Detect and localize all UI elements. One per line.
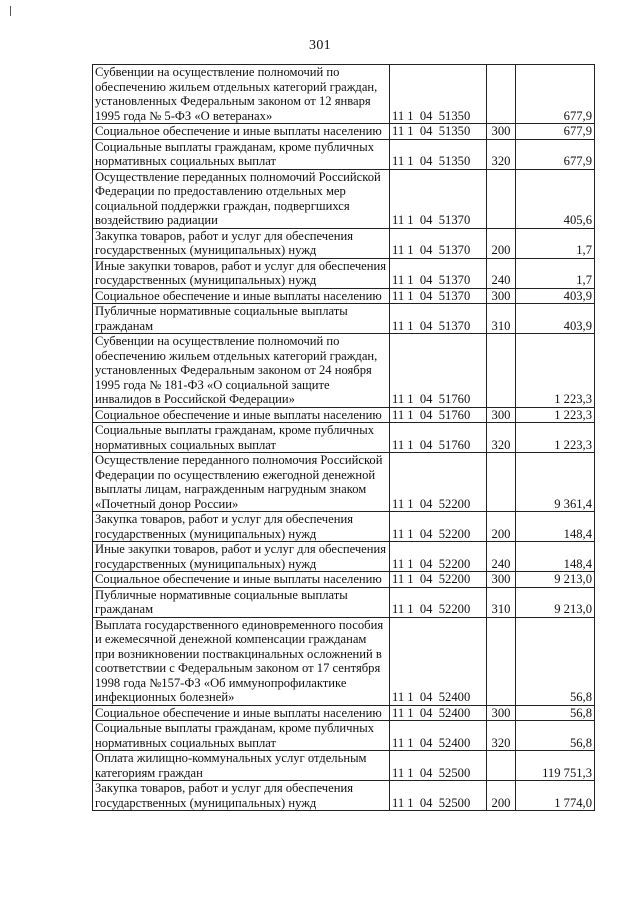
row-vr-cell: 200 <box>487 228 516 258</box>
row-code-cell: 11 1 04 52200 <box>390 512 487 542</box>
row-vr-cell: 200 <box>487 781 516 811</box>
row-name-cell: Публичные нормативные социальные выплаты гражданам <box>93 587 390 617</box>
row-name-cell: Иные закупки товаров, работ и услуг для обеспечения государственных (муниципальных) нужд <box>93 542 390 572</box>
row-code-cell: 11 1 04 51370 <box>390 304 487 334</box>
row-sum-cell: 677,9 <box>516 139 595 169</box>
budget-table-body <box>93 65 595 811</box>
row-vr-cell <box>487 453 516 512</box>
table-row <box>93 542 595 572</box>
row-vr-cell: 300 <box>487 124 516 140</box>
row-code-cell: 11 1 04 52400 <box>390 617 487 705</box>
row-sum-cell: 9 213,0 <box>516 572 595 588</box>
row-name-cell: Социальное обеспечение и иные выплаты населению <box>93 572 390 588</box>
row-code-cell: 11 1 04 52200 <box>390 453 487 512</box>
row-name-cell: Иные закупки товаров, работ и услуг для обеспечения государственных (муниципальных) нужд <box>93 258 390 288</box>
row-sum-cell: 403,9 <box>516 304 595 334</box>
table-row <box>93 139 595 169</box>
row-name-cell: Социальное обеспечение и иные выплаты населению <box>93 407 390 423</box>
table-row <box>93 751 595 781</box>
row-vr-cell <box>487 334 516 408</box>
row-sum-cell: 148,4 <box>516 512 595 542</box>
row-vr-cell: 320 <box>487 423 516 453</box>
row-code-cell: 11 1 04 51370 <box>390 258 487 288</box>
row-name-cell: Социальные выплаты гражданам, кроме публичных нормативных социальных выплат <box>93 423 390 453</box>
row-vr-cell: 320 <box>487 139 516 169</box>
row-sum-cell: 1 223,3 <box>516 334 595 408</box>
table-row <box>93 453 595 512</box>
row-name-cell: Социальное обеспечение и иные выплаты населению <box>93 288 390 304</box>
table-row <box>93 228 595 258</box>
row-name-cell: Социальные выплаты гражданам, кроме публичных нормативных социальных выплат <box>93 139 390 169</box>
row-sum-cell: 148,4 <box>516 542 595 572</box>
row-vr-cell <box>487 169 516 228</box>
row-code-cell: 11 1 04 51350 <box>390 139 487 169</box>
row-code-cell: 11 1 04 52200 <box>390 587 487 617</box>
table-row <box>93 617 595 705</box>
row-code-cell: 11 1 04 51760 <box>390 407 487 423</box>
row-vr-cell <box>487 65 516 124</box>
table-row <box>93 304 595 334</box>
budget-table <box>92 64 595 811</box>
row-vr-cell: 300 <box>487 407 516 423</box>
scan-edge-mark <box>10 6 11 16</box>
row-vr-cell: 300 <box>487 705 516 721</box>
table-row <box>93 512 595 542</box>
row-sum-cell: 1,7 <box>516 228 595 258</box>
row-name-cell: Выплата государственного единовременного пособия и ежемесячной денежной компенсации гражданам при возникновении поствакцинальных осложнений в соответствии с Федеральным законом от 17 сентября 1998 года №157-ФЗ «Об иммунопрофилактике инфекционных болезней» <box>93 617 390 705</box>
table-row <box>93 587 595 617</box>
row-vr-cell: 200 <box>487 512 516 542</box>
table-row <box>93 572 595 588</box>
row-name-cell: Субвенции на осуществление полномочий по обеспечению жильем отдельных категорий граждан, установленных Федеральным законом от 12 января 1995 года № 5-ФЗ «О ветеранах» <box>93 65 390 124</box>
row-code-cell: 11 1 04 52200 <box>390 542 487 572</box>
row-vr-cell: 320 <box>487 721 516 751</box>
row-code-cell: 11 1 04 52400 <box>390 721 487 751</box>
table-row <box>93 124 595 140</box>
table-row <box>93 288 595 304</box>
table-row <box>93 781 595 811</box>
row-name-cell: Публичные нормативные социальные выплаты гражданам <box>93 304 390 334</box>
row-code-cell: 11 1 04 51350 <box>390 124 487 140</box>
row-code-cell: 11 1 04 51370 <box>390 228 487 258</box>
row-name-cell: Социальное обеспечение и иные выплаты населению <box>93 705 390 721</box>
row-code-cell: 11 1 04 52500 <box>390 781 487 811</box>
table-row <box>93 169 595 228</box>
row-sum-cell: 677,9 <box>516 65 595 124</box>
table-row <box>93 334 595 408</box>
row-code-cell: 11 1 04 52500 <box>390 751 487 781</box>
row-name-cell: Закупка товаров, работ и услуг для обеспечения государственных (муниципальных) нужд <box>93 228 390 258</box>
row-sum-cell: 9 213,0 <box>516 587 595 617</box>
row-name-cell: Социальные выплаты гражданам, кроме публичных нормативных социальных выплат <box>93 721 390 751</box>
page-number: 301 <box>309 38 331 53</box>
row-code-cell: 11 1 04 51760 <box>390 334 487 408</box>
row-name-cell: Закупка товаров, работ и услуг для обеспечения государственных (муниципальных) нужд <box>93 781 390 811</box>
row-name-cell: Социальное обеспечение и иные выплаты населению <box>93 124 390 140</box>
row-sum-cell: 119 751,3 <box>516 751 595 781</box>
row-name-cell: Осуществление переданных полномочий Российской Федерации по предоставлению отдельных мер социальной поддержки граждан, подвергшихся воздействию радиации <box>93 169 390 228</box>
row-code-cell: 11 1 04 51350 <box>390 65 487 124</box>
table-row <box>93 721 595 751</box>
row-code-cell: 11 1 04 51760 <box>390 423 487 453</box>
row-sum-cell: 677,9 <box>516 124 595 140</box>
row-code-cell: 11 1 04 52400 <box>390 705 487 721</box>
table-row <box>93 65 595 124</box>
row-code-cell: 11 1 04 51370 <box>390 288 487 304</box>
row-sum-cell: 56,8 <box>516 705 595 721</box>
row-name-cell: Субвенции на осуществление полномочий по обеспечению жильем отдельных категорий граждан, установленных Федеральным законом от 24 ноября 1995 года № 181-ФЗ «О социальной защите инвалидов в Российской Федерации» <box>93 334 390 408</box>
row-name-cell: Оплата жилищно-коммунальных услуг отдельным категориям граждан <box>93 751 390 781</box>
row-vr-cell: 240 <box>487 258 516 288</box>
table-row <box>93 705 595 721</box>
row-code-cell: 11 1 04 51370 <box>390 169 487 228</box>
row-sum-cell: 56,8 <box>516 721 595 751</box>
table-row <box>93 258 595 288</box>
row-sum-cell: 1 774,0 <box>516 781 595 811</box>
row-sum-cell: 1,7 <box>516 258 595 288</box>
row-sum-cell: 1 223,3 <box>516 407 595 423</box>
row-sum-cell: 56,8 <box>516 617 595 705</box>
row-code-cell: 11 1 04 52200 <box>390 572 487 588</box>
table-row <box>93 423 595 453</box>
row-name-cell: Осуществление переданного полномочия Российской Федерации по осуществлению ежегодной денежной выплаты лицам, награжденным нагрудным знаком «Почетный донор России» <box>93 453 390 512</box>
row-vr-cell: 300 <box>487 572 516 588</box>
table-row <box>93 407 595 423</box>
row-vr-cell: 310 <box>487 304 516 334</box>
row-vr-cell <box>487 617 516 705</box>
row-sum-cell: 9 361,4 <box>516 453 595 512</box>
row-sum-cell: 403,9 <box>516 288 595 304</box>
row-vr-cell <box>487 751 516 781</box>
row-sum-cell: 405,6 <box>516 169 595 228</box>
row-name-cell: Закупка товаров, работ и услуг для обеспечения государственных (муниципальных) нужд <box>93 512 390 542</box>
row-sum-cell: 1 223,3 <box>516 423 595 453</box>
row-vr-cell: 300 <box>487 288 516 304</box>
row-vr-cell: 240 <box>487 542 516 572</box>
row-vr-cell: 310 <box>487 587 516 617</box>
